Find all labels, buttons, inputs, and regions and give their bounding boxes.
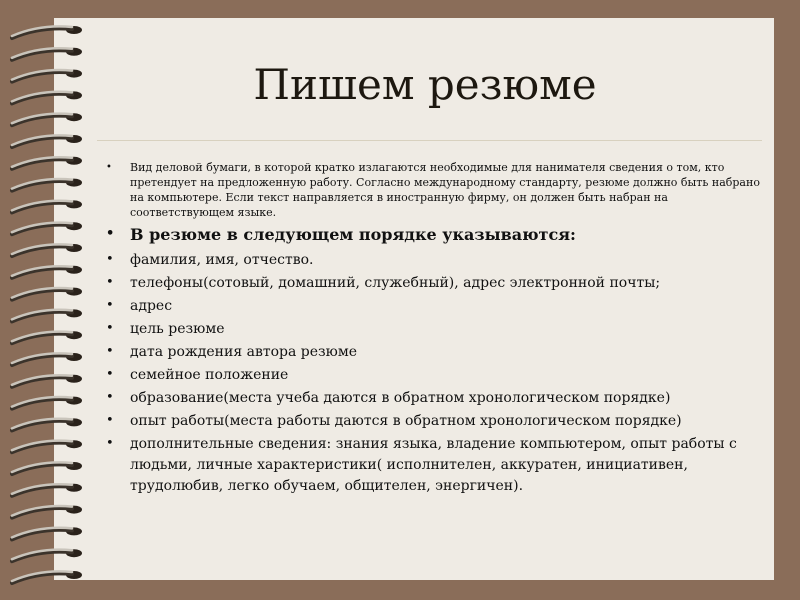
list-item-text: фамилия, имя, отчество. (130, 252, 314, 268)
title-divider (97, 140, 762, 141)
bullet-icon: • (106, 252, 114, 267)
spiral-ring (12, 462, 82, 474)
intro-paragraph (106, 160, 766, 220)
spiral-ring (12, 222, 82, 234)
bullet-icon: • (106, 226, 115, 241)
spiral-ring (12, 288, 82, 300)
spiral-ring (12, 244, 82, 256)
list-item (106, 319, 766, 340)
spiral-ring (12, 527, 82, 539)
spiral-ring (12, 397, 82, 409)
spiral-ring (12, 179, 82, 191)
spiral-ring (12, 113, 82, 125)
list-header-text: В резюме в следующем порядке указываются: (130, 225, 576, 244)
spiral-ring (12, 70, 82, 82)
bullet-icon: • (106, 321, 114, 336)
spiral-ring (12, 418, 82, 430)
spiral-ring (12, 353, 82, 365)
spiral-ring (12, 200, 82, 212)
list-item-text: дата рождения автора резюме (130, 344, 358, 360)
spiral-ring (12, 440, 82, 452)
spiral-ring (12, 48, 82, 60)
list-item (106, 411, 766, 432)
list-item-text: телефоны(сотовый, домашний, служебный), адрес электронной почты; (130, 275, 661, 291)
spiral-ring (12, 266, 82, 278)
slide-content (106, 160, 766, 499)
bullet-icon: • (106, 436, 114, 451)
list-item (106, 296, 766, 317)
list-header (106, 224, 766, 246)
slide-title: Пишем резюме (253, 60, 597, 109)
bullet-icon: • (106, 162, 112, 173)
spiral-ring (12, 91, 82, 103)
bullet-icon: • (106, 390, 114, 405)
intro-text: Вид деловой бумаги, в которой кратко излагаются необходимые для нанимателя сведения о том, кто претендует на предложенную работу. Согласно международному стандарту, резюме должно быть набрано на компьютере. Если текст направляется в иностранную фирму, он должен быть набран на соответствующем языке. (130, 161, 760, 219)
spiral-ring (12, 506, 82, 518)
list-item-text: опыт работы(места работы даются в обратном хронологическом порядке) (130, 413, 682, 429)
spiral-ring (12, 331, 82, 343)
list-item (106, 250, 766, 271)
list-item-text: цель резюме (130, 321, 225, 337)
list-item-text: дополнительные сведения: знания языка, владение компьютером, опыт работы с людьми, личные характеристики( исполнителен, аккуратен, инициативен, трудолюбив, легко обучаем, общителен, энергичен). (130, 436, 737, 494)
list-item-text: семейное положение (130, 367, 289, 383)
bullet-icon: • (106, 344, 114, 359)
list-item (106, 434, 766, 497)
list-item (106, 342, 766, 363)
bullet-icon: • (106, 413, 114, 428)
bullet-icon: • (106, 275, 114, 290)
spiral-ring (12, 309, 82, 321)
spiral-ring (12, 157, 82, 169)
list-item (106, 273, 766, 294)
spiral-ring (12, 135, 82, 147)
spiral-ring (12, 549, 82, 561)
spiral-ring (12, 571, 82, 583)
list-item-text: адрес (130, 298, 173, 314)
spiral-binding (0, 0, 110, 600)
list-item-text: образование(места учеба даются в обратном хронологическом порядке) (130, 390, 671, 406)
list-item (106, 365, 766, 386)
spiral-ring (12, 26, 82, 38)
bullet-icon: • (106, 367, 114, 382)
bullet-icon: • (106, 298, 114, 313)
spiral-ring (12, 375, 82, 387)
spiral-ring (12, 484, 82, 496)
list-item (106, 388, 766, 409)
